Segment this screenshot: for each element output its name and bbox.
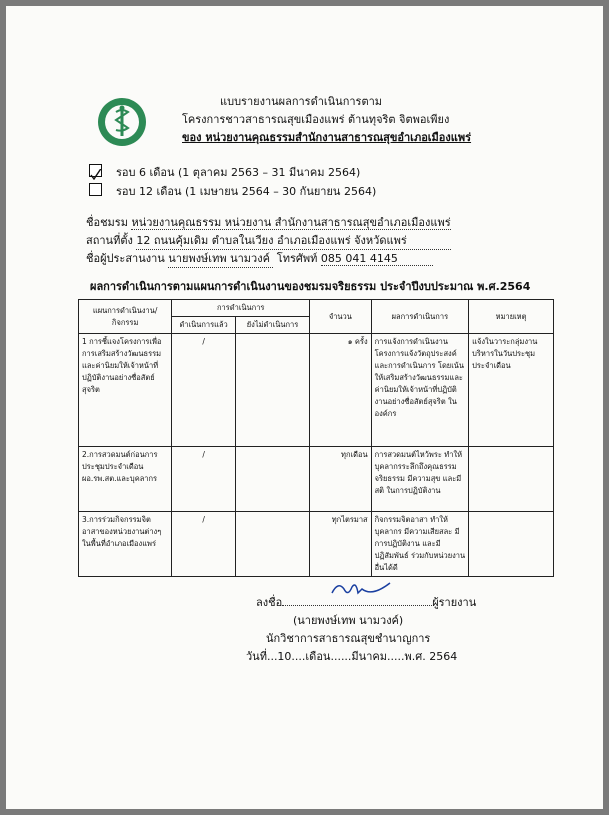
count-cell: ทุกไตรมาส	[310, 512, 371, 577]
sign-line	[256, 593, 476, 611]
count-cell: ๑ ครั้ง	[310, 334, 371, 447]
table-title: ผลการดำเนินการตามแผนการดำเนินงานของชมรมจริยธรรม ประจำปีงบประมาณ พ.ศ.2564	[90, 280, 531, 293]
result-cell: การสวดมนต์ไหว้พระ ทำให้บุคลากรระลึกถึงคุณธรรม จริยธรรม มีความสุข และมีสติ ในการปฏิบัติงาน	[371, 447, 469, 512]
phone-label: โทรศัพท์	[276, 252, 318, 265]
club-line	[86, 213, 451, 231]
col-result-header: ผลการดำเนินการ	[371, 300, 469, 334]
phone-value: 085 041 4145	[321, 252, 433, 266]
activity-cell: 2.การสวดมนต์ก่อนการประชุมประจำเดือน ผอ.รพ.สต.และบุคลากร	[79, 447, 172, 512]
club-value: หน่วยงานคุณธรรม หน่วยงาน สำนักงานสาธารณสุขอำเภอเมืองแพร่	[131, 216, 451, 229]
ministry-logo	[96, 96, 148, 148]
sign-prefix: ลงชื่อ	[256, 596, 283, 609]
address-label: สถานที่ตั้ง	[86, 234, 133, 247]
remark-cell: แจ้งในวาระกลุ่มงานบริหารในวันประชุมประจำเดือน	[469, 334, 554, 447]
document-page	[6, 6, 603, 809]
col-status-header: การดำเนินการ	[172, 300, 310, 317]
notdone-cell	[235, 512, 309, 577]
col-done-header: ดำเนินการแล้ว	[172, 317, 236, 334]
results-table	[78, 299, 554, 577]
table-row	[79, 512, 554, 577]
coordinator-label: ชื่อผู้ประสานงาน	[86, 252, 165, 265]
table-header-row	[79, 300, 554, 317]
col-remark-header: หมายเหตุ	[469, 300, 554, 334]
unit-name: ของ หน่วยงานคุณธรรมสำนักงานสาธารณสุขอำเภอเมืองแพร่	[182, 131, 472, 144]
address-line	[86, 231, 451, 250]
result-cell: กิจกรรมจิตอาสา ทำให้บุคลากร มีความเสียสละ มีการปฏิบัติงาน และมีปฏิสัมพันธ์ ร่วมกับหน่วยงานอื่นได้ดี	[371, 512, 469, 577]
coordinator-value: นายพงษ์เทพ นามวงค์	[168, 249, 273, 268]
notdone-cell	[235, 334, 309, 447]
signer-position: นักวิชาการสาธารณสุขชำนาญการ	[266, 632, 431, 645]
col-count-header: จำนวน	[310, 300, 371, 334]
period-6-month-label: รอบ 6 เดือน (1 ตุลาคม 2563 – 31 มีนาคม 2564)	[116, 166, 361, 179]
table-row	[79, 447, 554, 512]
period-12-month-checkbox[interactable]	[89, 183, 102, 196]
done-cell: /	[172, 334, 236, 447]
done-cell: /	[172, 512, 236, 577]
notdone-cell	[235, 447, 309, 512]
remark-cell	[469, 447, 554, 512]
signer-name: (นายพงษ์เทพ นามวงค์)	[293, 614, 404, 627]
period-12-month-label: รอบ 12 เดือน (1 เมษายน 2564 – 30 กันยายน 2564)	[116, 185, 377, 198]
coordinator-line	[86, 249, 433, 268]
result-cell: การแจ้งการดำเนินงานโครงการแจ้งวัตถุประสงค์และการดำเนินการ โดยเน้นให้เสริมสร้างวัฒนธรรมและค่านิยมให้เจ้าหน้าที่ปฏิบัติงานอย่างซื่อสัตย์สุจริต ในองค์กร	[371, 334, 469, 447]
checkmark-icon	[90, 169, 101, 180]
col-notdone-header: ยังไม่ดำเนินการ	[235, 317, 309, 334]
col-activity-header: แผนการดำเนินงาน/ กิจกรรม	[79, 300, 172, 334]
report-title: แบบรายงานผลการดำเนินการตาม	[220, 95, 383, 108]
sign-suffix: ผู้รายงาน	[432, 596, 477, 609]
club-label: ชื่อชมรม	[86, 216, 128, 229]
count-cell: ทุกเดือน	[310, 447, 371, 512]
activity-cell: 1 การชี้แจงโครงการเพื่อการเสริมสร้างวัฒนธรรมและค่านิยมให้เจ้าหน้าที่ปฏิบัติงานอย่างซื่อสัตย์สุจริต	[79, 334, 172, 447]
remark-cell	[469, 512, 554, 577]
report-date: วันที่...10....เดือน......มีนาคม.....พ.ศ. 2564	[246, 650, 458, 663]
project-name: โครงการชาวสาธารณสุขเมืองแพร่ ต้านทุจริต จิตพอเพียง	[182, 113, 450, 126]
activity-cell: 3.การร่วมกิจกรรมจิตอาสาของหน่วยงานต่างๆในพื้นที่อำเภอเมืองแพร่	[79, 512, 172, 577]
table-row	[79, 334, 554, 447]
period-6-month-checkbox[interactable]	[89, 164, 102, 177]
done-cell: /	[172, 447, 236, 512]
address-value: 12 ถนนคุ้มเดิม ตำบลในเวียง อำเภอเมืองแพร่ จังหวัดแพร่	[136, 231, 451, 250]
